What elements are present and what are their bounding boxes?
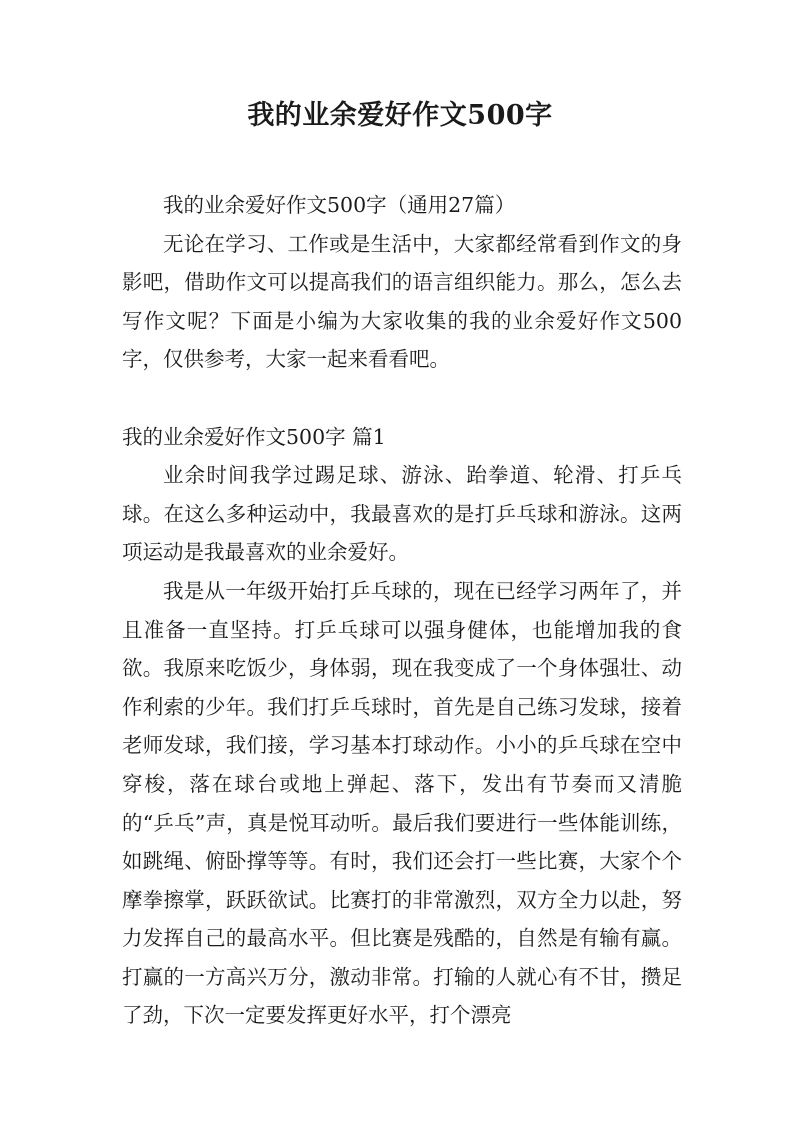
document-title: 我的业余爱好作文500字	[247, 100, 553, 131]
body-paragraph: 我是从一年级开始打乒乓球的，现在已经学习两年了，并且准备一直坚持。打乒乓球可以强身健体，也能增加我的食欲。我原来吃饭少，身体弱，现在我变成了一个身体强壮、动作利索的少年。我们打乒乓球时，首先是自己练习发球，接着老师发球，我们接，学习基本打球动作。小小的乒乓球在空中穿梭，落在球台或地上弹起、落下，发出有节奏而又清脆的“乒乓”声，真是悦耳动听。最后我们要进行一些体能训练，如跳绳、俯卧撑等等。有时，我们还会打一些比赛，大家个个摩拳擦掌，跃跃欲试。比赛打的非常激烈，双方全力以赴，努力发挥自己的最高水平。但比赛是残酷的，自然是有输有赢。打赢的一方高兴万分，激动非常。打输的人就心有不甘，攒足了劲，下次一定要发挥更好水平，打个漂亮	[122, 578, 682, 1028]
section-heading: 我的业余爱好作文500字 篇1	[122, 424, 386, 449]
document-subtitle: 我的业余爱好作文500字（通用27篇）	[163, 193, 516, 217]
intro-paragraph: 无论在学习、工作或是生活中，大家都经常看到作文的身影吧，借助作文可以提高我们的语言组织能力。那么，怎么去写作文呢？下面是小编为大家收集的我的业余爱好作文500字，仅供参考，大家一起来看看吧。	[122, 231, 682, 372]
body-paragraph: 业余时间我学过踢足球、游泳、跆拳道、轮滑、打乒乓球。在这么多种运动中，我最喜欢的是打乒乓球和游泳。这两项运动是我最喜欢的业余爱好。	[122, 463, 682, 565]
document-body	[122, 186, 682, 1035]
paragraph-spacer	[122, 379, 682, 418]
